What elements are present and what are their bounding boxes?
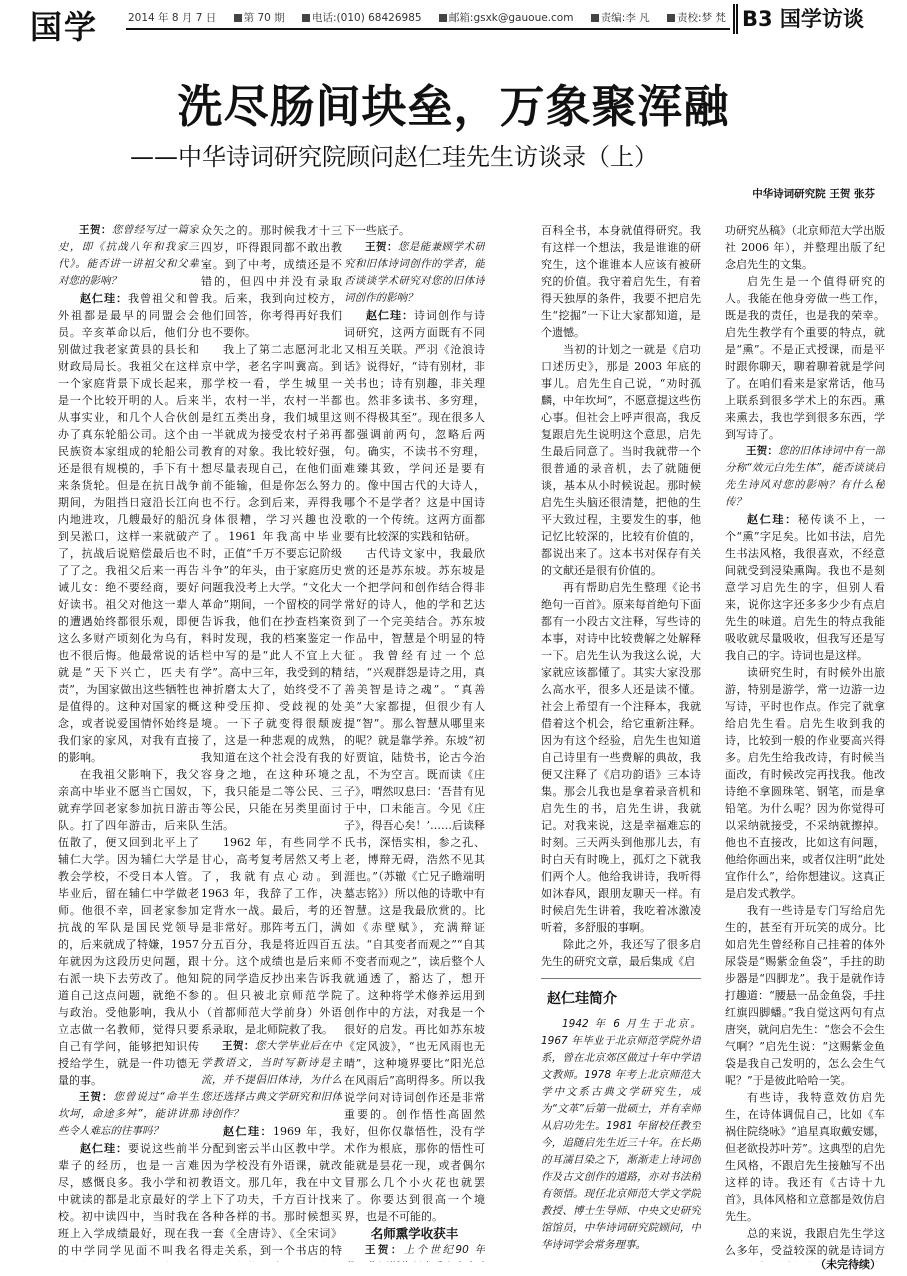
interview-answer: 赵仁珪：1969 年，我分配到密云半山区教中学。因为学校没有外语课，就改教语文。那几年，我在中文上下了功夫，千方百计找来各种各样的书。那时候想买一套《全唐诗》、《全宋词》得走关系，到一个书店的特	[201, 1125, 342, 1257]
masthead-rule	[126, 28, 730, 30]
section-tag: B3 国学访谈	[733, 4, 907, 34]
text-column-2	[201, 222, 342, 1262]
article-byline: 中华诗词研究院 王贺 张芬	[752, 188, 875, 200]
paragraph: 1962 年，有些同学不甘心，高考复考居然又考上了，我就有点心动。到 1963 年，我辞了工作，决定背水一战。最后，考的还是非常好。那阵考五门，满分五百分，我是将近四百五十分。这个成绩也是后来师院的同学造反抄出来告诉我的。但只被北京师范学院（首都师范大学前身）外语系录取，是北师院救了我。	[201, 836, 342, 1036]
to-be-continued-note: （未完待续）	[815, 1258, 881, 1271]
paragraph: 我有一些诗是专门写给启先生的，甚至有开玩笑的成分。比如启先生曾经称自己挂着的体外尿袋是“赐紫金鱼袋”，手拄的助步器是“四脚龙”。我于是就作诗打趣道：“腰悬一品金鱼袋，手拄红旗四脚蟠。”我自觉这两句有点唐突，就问启先生：“您会不会生气啊？”启先生说：“这赐紫金鱼袋是我自己发明的，怎么会生气呢？”于是彼此哈哈一笑。	[725, 904, 885, 1087]
text-column-4	[541, 222, 701, 1262]
speaker-name: 赵仁珪：	[747, 513, 798, 526]
speaker-name: 王贺：	[365, 241, 398, 253]
speaker-name: 王贺：	[746, 445, 779, 457]
text-column-5	[725, 222, 885, 1262]
square-bullet-icon	[302, 14, 310, 22]
speaker-name: 王贺：	[79, 1091, 114, 1103]
proofreader: 责校:梦 梵	[677, 12, 726, 24]
text-column-1	[58, 222, 199, 1262]
paragraph: 再有帮助启先生整理《论书绝句一百首》。原来每首绝句下面都有一小段古文注释，写些诗的本事，对诗中比较费解之处解释一下。启先生认为我这么说，大家就应该都懂了。其实大家没那么高水平，很多人还是读不懂。社会上希望有一个注释本，我就借着这个机会，给它重新注释。因为有这个经验，启先生也知道自己诗里有一些费解的典故，我便又注释了《启功韵语》三本诗集。那会儿我也是拿着录音机和启先生的书，启先生讲，我就记。对我来说，这是幸福难忘的时刻。三天两头到他那儿去，有时白天有时晚上，孤灯之下就我们两个人。他给我讲诗，我听得如沐春风，跟朋友聊天一样。有时候启先生讲着，我吃着冰激凌听着，多舒服的事啊。	[541, 581, 701, 934]
interview-answer: 赵仁珪：秘传谈不上，一个“熏”字足矣。比如书法，启先生书法风格，我很喜欢，不经意间就受到浸染熏陶。我也不是刻意学习启先生的字，但别人看来，说你这字还多多少少有点启先生的味道。启先生的特点我能吸收就尽量吸收，但我写还是写我自己的字。诗词也是这样。	[725, 513, 885, 662]
speaker-name: 赵仁珪：	[80, 292, 128, 305]
responsible-editor: 责编:李 凡	[600, 12, 650, 24]
paragraph: 在我祖父影响下，我父亲高中毕业不愿当亡国奴，就弃学回老家参加抗日游击队。打了四年游击，后来队伍散了，便又回到北平上了辅仁大学。因为辅仁大学是教会学校，不受日本人管。毕业后，留在辅仁中学做老师。他很不幸，回老家参加抗战的军队是国民党领导的，后来就成了特嫌，1957 年就因为这段历史问题，跟右派一块下去劳改了。他知道自己这点问题，就绝不参与政治。受他影响，我从小立志做一名教师，觉得只要自己有学问，能够把知识传授给学生，就是一件功德无量的事。	[58, 768, 199, 1087]
speaker-name: 赵仁珪：	[366, 309, 414, 322]
paragraph: 除此之外，我还写了很多启先生的研究文章，最后集成《启	[541, 938, 701, 968]
speaker-name: 王贺：	[365, 1244, 404, 1256]
bio-heading: 赵仁珪简介	[547, 991, 617, 1007]
speaker-name: 赵仁珪：	[223, 1125, 273, 1138]
paragraph: 下一些底子。	[344, 224, 410, 237]
paragraph: 总的来说，我跟启先生学这么多年，受益较深的就是诗词方	[725, 1227, 885, 1257]
masthead	[0, 0, 907, 46]
paragraph: 我上了第二志愿河北北京中学，老名字叫冀高。到那学校一看，学生城里一半，农村一半，农村一半都是红五类出身，我们城里这一半就成为接受农村子弟再教育的对象。我比较好强，想尽量表现自己，在他们面前不能输，但是你怎么努力也不行。念到后来，弄得我身体很糟，学习兴趣也没了。1961 年我高中毕业时，正值“千万不要忘记阶级斗争”的年头，由于家庭历史问题我没考上大学。“文化大革命”期间，一个留校的同学告诉我，他们在抄查档案资料时发现，我的档案鉴定一栏中写的是“此人不宜上大学”。高中三年，我受到的精神折磨太大了，始终受不了这种受压抑、受歧视的处境。一下子就变得很颓废了，这是一种悲观的成熟，我知道在这个社会没有我的容身之地，在这种环境之下，我只能是二等公民、三等公民，只能在另类里面讨生活。	[201, 343, 342, 832]
interview-answer: 赵仁珪：我曾祖父和曾外祖都是最早的同盟会会员。辛亥革命以后，他们分别做过我老家黄县的县长和财政局局长。我祖父在这样一个家庭背景下成长起来，是一个比较开明的人。后来从事实业，和几个人合伙创办了真东轮船公司。这个由民族资本家组成的轮船公司还是很有规模的，手下有十来条货轮。但是在抗日战争期间，为阻挡日寇沿长江向内地进攻，几艘最好的船沉到吴淞口，这样一来就破产了，抗战后说赔偿最后也不了了之。我祖父后来一再告诫儿女：绝不要经商，要好好读书。祖父对他这一辈人的遭遇始终都很乐观，即便这么多财产顷刻化为乌有，也不很后悔。他最常说的话就是“天下兴亡，匹夫有责”，为国家做出这些牺牲也是值得的。这种对国家的概念，或者说爱国情怀始终是我们家的家风，对我有直接的影响。	[58, 292, 199, 764]
interview-answer: 赵仁珪：要说这些前半辈子的经历，也是一言难尽，感慨良多。我小学和初中就读的都是北京最好的学校。初中读四中，当时我在班上入学成绩最好，现在我的中学同学见面不叫我名	[58, 1142, 199, 1257]
speaker-name: 赵仁珪：	[80, 1142, 128, 1155]
paragraph: 有些诗，我特意效仿启先生，在诗体调侃自己，比如《车祸住院绕咏》“追星真取戴安娜，但老欲投苏叶芳”。这典型的启先生风格，不跟启先生接触写不出这样的诗。我还有《古诗十九首》，具体风格和立意都是效仿启先生。	[725, 1091, 885, 1223]
paragraph: 众矢之的。那时候我才十三四岁，吓得跟同都不敢出教室。到了中考，成绩还是不错的，但四中并没有录取我。后来，我到向过校方，他们回答，你考得再好我们也不要你。	[201, 224, 342, 339]
square-bullet-icon	[234, 14, 242, 22]
interview-answer: 赵仁珪：诗词创作与诗词研究，这两方面既有不同又相互关联。严羽《沧浪诗话》说得好，“诗有别材，非关书也；诗有别趣，非关理也。然非多读书、多穷理，则不得极其至”。现在很多人都强调前两句，忽略后两句。确实，不读书不穷理，难臻其致，学问还是要有的。像中国古代的大诗人，哪个不是学者？这是中国诗歌的一个传统。这两方面都要有比较深的实践和钻研。	[344, 309, 485, 543]
divider	[541, 978, 701, 979]
issue-date: 2014 年 8 月 7 日	[128, 12, 217, 24]
newspaper-logo: 国学	[30, 8, 99, 46]
paragraph: 百科全书，本身就值得研究。我有这样一个想法，我是谁谁的研究生，这个谁谁本人应该有被研究的价值。我守着启先生，有着得天独厚的条件，我要不把启先生“挖掘”一下让大家都知道，是个遗憾。	[541, 224, 701, 339]
interview-question: 王贺：您大学毕业后在中学教语文，当时写新诗是主流，并不提倡旧体诗，为什么您还选择古典文学研究和旧体诗创作？	[201, 1040, 342, 1120]
speaker-name: 王贺：	[222, 1040, 255, 1052]
issue-number: 第 70 期	[243, 12, 285, 24]
square-bullet-icon	[667, 14, 675, 22]
speaker-name: 王贺：	[79, 224, 112, 236]
interview-question: 王贺：上个世纪90 年	[365, 1244, 485, 1256]
paragraph: 当初的计划之一就是《启功口述历史》，那是 2003 年底的事儿。启先生自己说，“劝时孤麟，中年坎坷”，不愿意提这些伤心事。但社会上呼声很高，我反复跟启先生说明这个意思，启先生最后同意了。当时我就带一个很普通的录音机，去了就随便谈，基本从小时候说起。那时候启先生头脑还很清楚，把他的生平大致过程，主要发生的事，他记忆比较深的，比较有价值的，都说出来了。这本书对保存有关的文献还是很有价值的。	[541, 343, 701, 577]
bio-text: 1942 年 6 月生于北京。1967 年毕业于北京师范学院外语系，曾在北京郊区做过十年中学语文教师。1978 年考上北京师范大学中文系古典文学研究生，成为“文革”后第一批硕士，并有幸师从启功先生。1981 年留校任教至今，追随启先生近三十年。在长期的耳濡目染之下，渐渐走上诗词创作及古文创作的道路，亦对书法稍有领悟。现任北京师范大学文学院教授、博士生导师、中央文史研究馆馆员，中华诗词研究院顾问，中华诗词学会常务理事。	[541, 1018, 701, 1251]
square-bullet-icon	[439, 14, 447, 22]
paragraph: 功研究丛稿》（北京师范大学出版社 2006 年），并整理出版了纪念启先生的文集。	[725, 224, 885, 271]
masthead-meta	[128, 10, 740, 25]
text-column-3	[344, 222, 485, 1262]
email-address: 邮箱:gsxk@gauoue.com	[448, 12, 574, 24]
section-subheading: 名师熏学收获丰	[370, 1226, 459, 1241]
interview-question: 王贺：您曾说过“命半生坎坷，命途多舛”，能讲讲那些令人难忘的往事吗？	[58, 1091, 199, 1137]
article-subtitle: ——中华诗词研究院顾问赵仁珪先生访谈录（上）	[130, 143, 658, 171]
interview-question: 王贺：您的旧体诗词中有一部分称“效元白先生体”，能否谈谈启先生诗风对您的影响？有什么秘传？	[725, 445, 885, 508]
author-bio	[541, 1016, 701, 1254]
paragraph: 读研究生时，有时候外出旅游，特别是游学，常一边游一边写诗，平时也作点。作完了就拿给启先生看。启先生收到我的诗，比较到一般的作业要高兴得多。启先生给我改诗，有时候当面改，有时候改完再找我。他改诗绝不拿圆珠笔、钢笔，而是拿铅笔。为什么呢？因为你觉得可以采纳就接受，不采纳就擦掉。他也不直接改，比如这有问题，他给你画出来，或者仅注明“此处宜作什么”，给你想建议。这真正是启发式教学。	[725, 666, 885, 900]
interview-question: 王贺：您曾经写过一篇家史，即《抗战八年和我家三代》。能否讲一讲祖父和父辈对您的影响？	[58, 224, 199, 287]
square-bullet-icon	[591, 14, 599, 22]
paragraph: 启先生是一个值得研究的人。我能在他身旁做一些工作，既是我的责任，也是我的荣幸。启先生教学有个重要的特点，就是“熏”。不是正式授课，而是平时跟你聊天，聊着聊着就是学问了。在咱们看来是家常话，他马上联系到很多学术上的东西。熏来熏去，我也学到很多东西，学到写诗了。	[725, 275, 885, 441]
article-title: 洗尽肠间块垒，万象聚浑融	[177, 80, 730, 133]
paragraph: 古代诗文家中，我最欣赏的还是苏东坡。苏东坡是一个把学问和创作结合得非常好的诗人，他的学和艺达到了一个完美结合。苏东坡作品中，智慧是个明显的特征。我曾经有过一个总结，“兴观群怨是诗之用，真善美智是诗之魂”。“真善美”大家都提，但很少有人提“智”。那么智慧从哪里来的呢？就是靠学养。东坡“初好贾谊，陆贽书，论古今治乱，不为空言。既而读《庄子》，喟然叹息曰：‘吾昔有见于中，口未能言。今见《庄子》，得吾心矣！’……后读释氏书，深悟实相，参之孔、老，博辩无碍，浩然不见其涯也。”（苏辙《亡兄子瞻端明墓志铭》）所以他的诗歌中有智慧。这是我最欣赏的。比如《赤壁赋》，充满辩证法。“自其变者而观之”“自其不变者而观之”，读后整个人就通透了，豁达了，想开了。这种将学术修养运用到创作中的方法，对我是一个很好的启发。再比如苏东坡《定风波》，“也无风雨也无晴”，这种境界要比“阳光总在风雨后”高明得多。所以我说学问对诗词创作还是非常重要的。创作悟性高固然好，但你仅靠悟性，没有学术作为根底，那你的悟性可能就是昙花一现，或者偶尔冒那么几个小火花也就罢了。你要达到很高一个境界，也是不可能的。	[344, 547, 485, 1223]
interview-question: 王贺：您是能兼顾学术研究和旧体诗词创作的学者，能否谈谈学术研究对您的旧体诗词创作的影响？	[344, 241, 485, 304]
phone-number: 电话:(010) 68426985	[312, 12, 422, 24]
